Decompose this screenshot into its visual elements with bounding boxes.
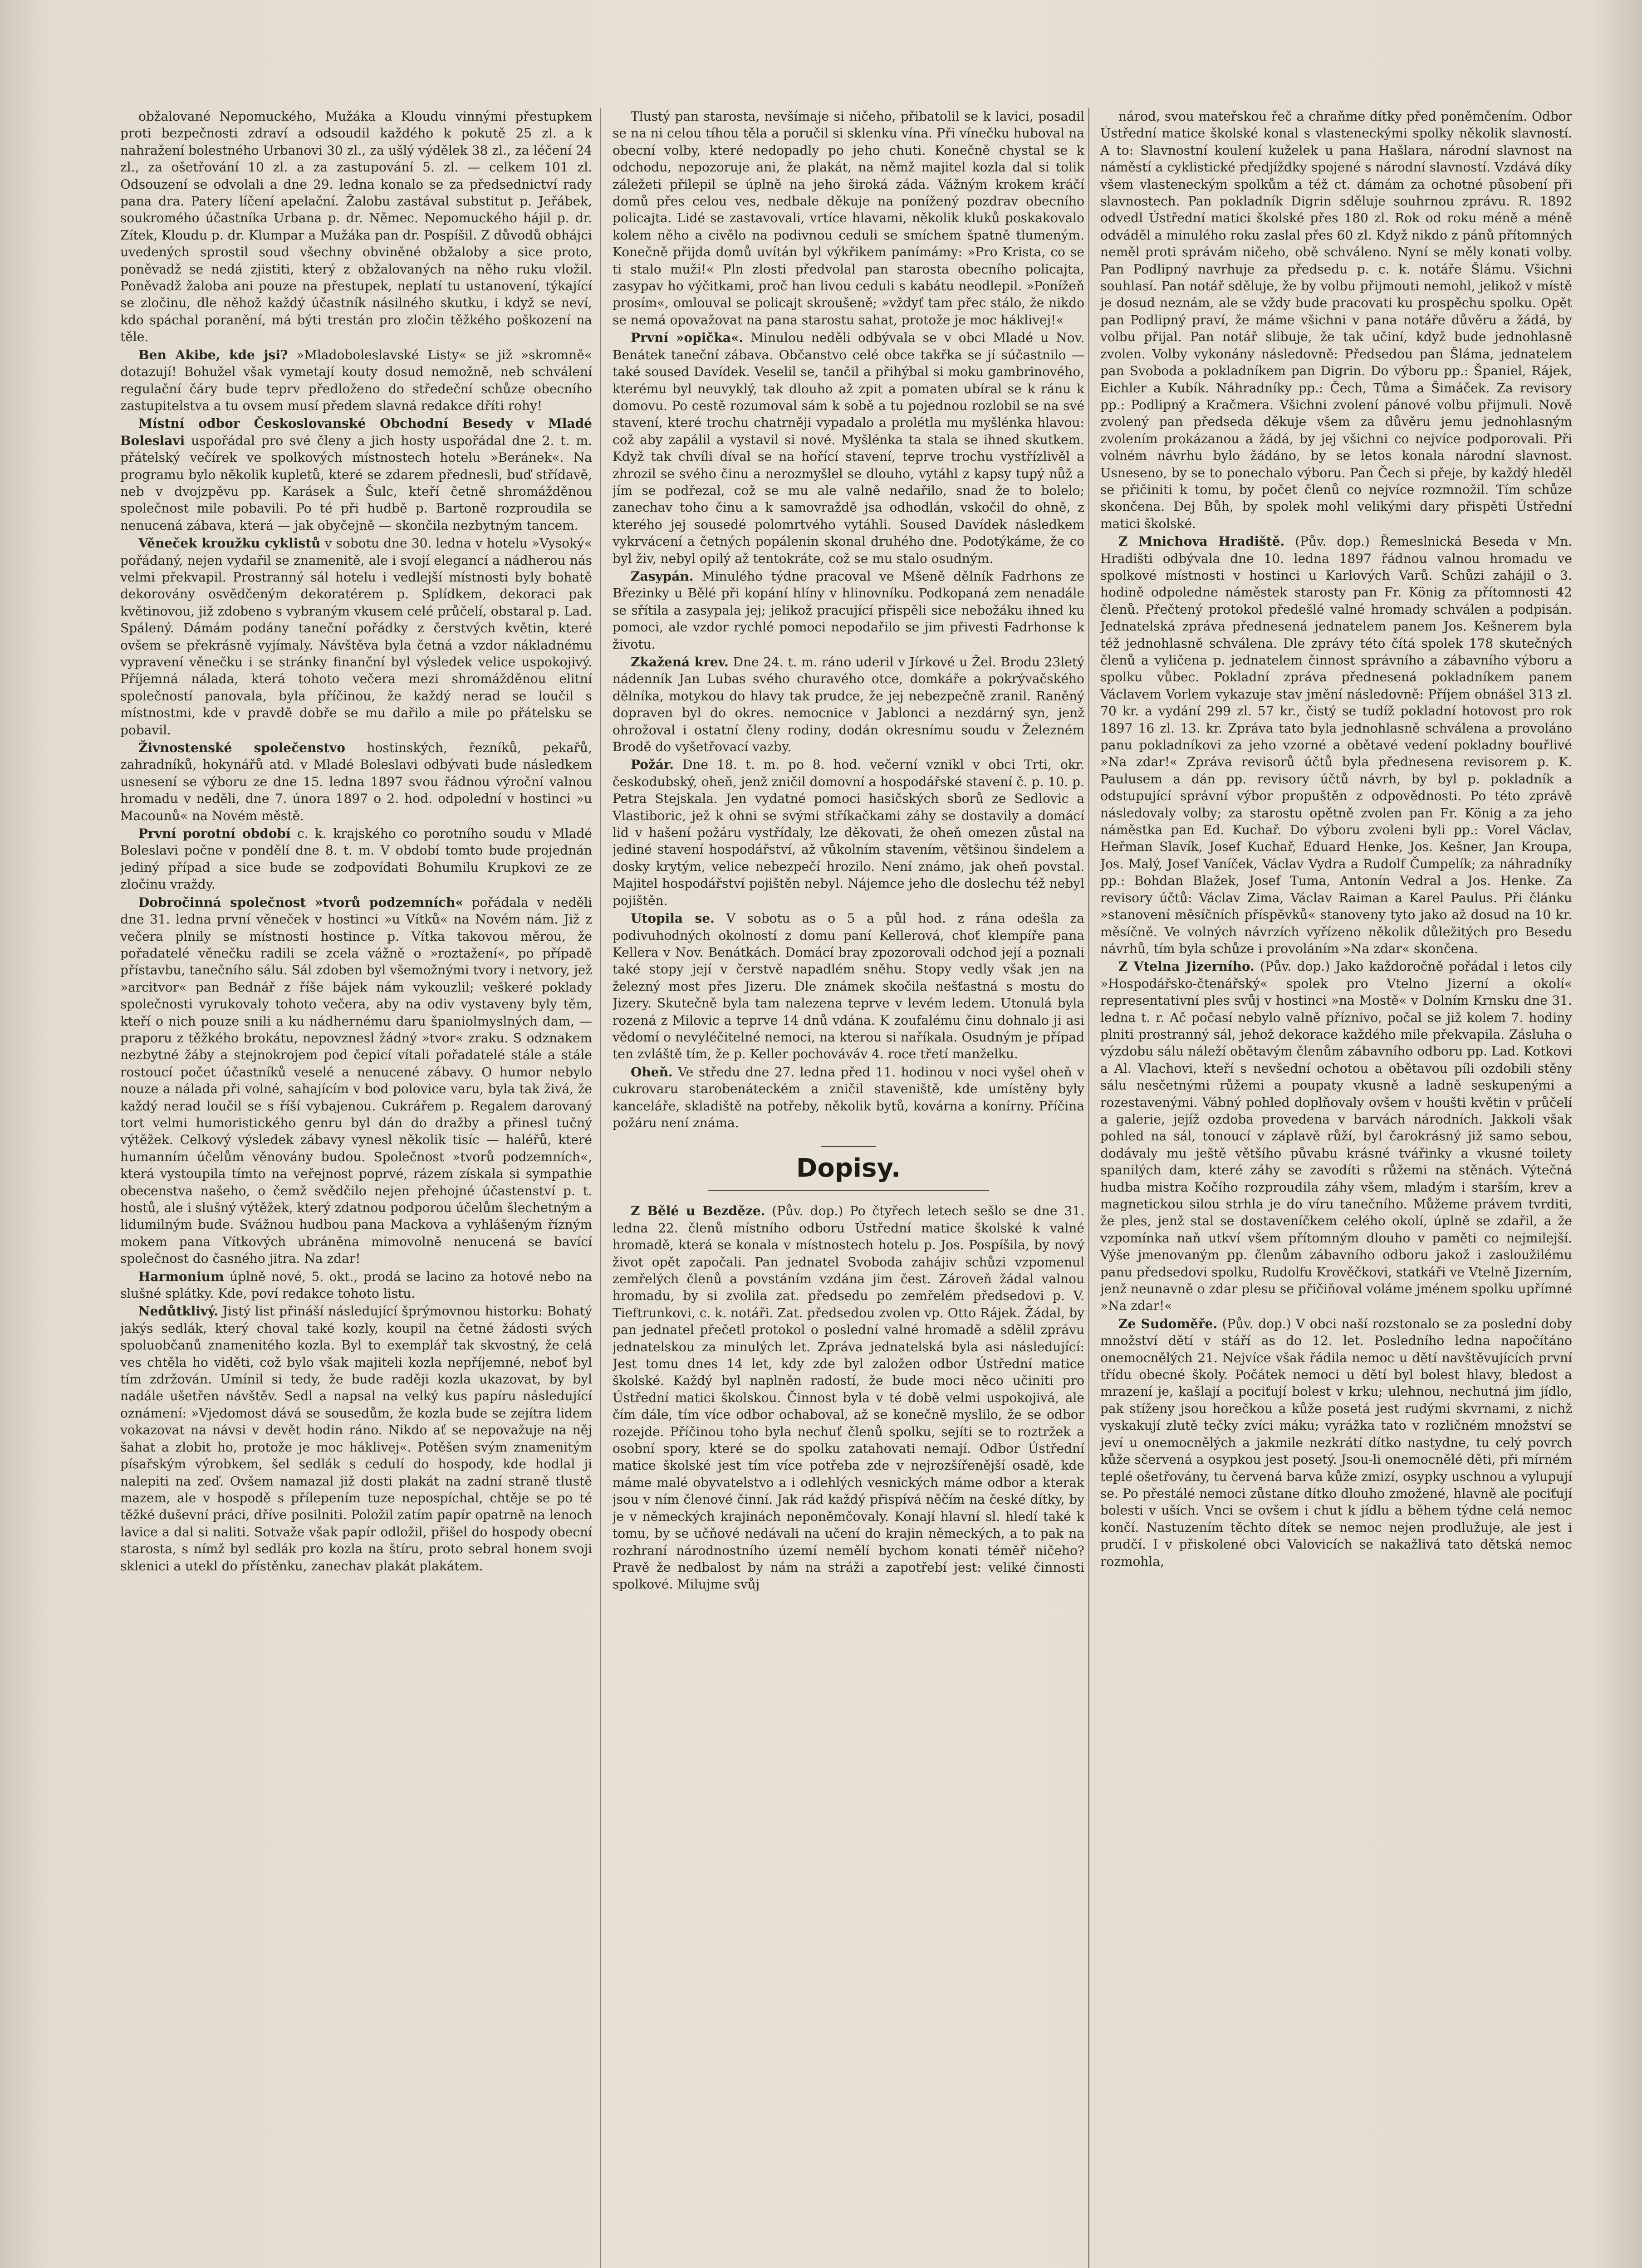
article-text: úplně nové, 5. okt., prodá se lacino za hotové nebo na slušné splátky. Kde, poví redakce tohoto listu. <box>120 1269 592 1301</box>
article-headline: První porotní období <box>138 826 291 841</box>
article-headline: Z Vtelna Jizerního. <box>1118 959 1255 974</box>
article-headline: Místní odbor Českoslovanské Obchodní Besedy v Mladé Boleslavi <box>120 416 592 448</box>
article-paragraph <box>613 1202 1084 1593</box>
article-paragraph <box>613 654 1084 755</box>
article-headline: Zasypán. <box>631 568 694 584</box>
article-text: (Pův. dop.) Jako každoročně pořádal i letos cily »Hospodářsko-čtenářský« spolek pro Vtelno Jizerní a okolí« representativní ples svůj v hostinci »na Mostě« v Dolním Krnsku dne 31. ledna t. r. Ač počasí nebylo valně příznivo, počal se již kolem 7. hodiny plniti prostranný sál, jehož dekorace každého mile překvapila. Zásluha o výzdobu sálu náleží obětavým členům zábavního odboru pp. Lad. Kotkovi a Al. Vlachovi, kteří s nevšední ochotou a obětavou píli ozdobili stěny sálu nesčetnými růžemi a poupaty vkusně a ladně seskupenými a rozestavenými. Vábný pohled doplňovaly ovšem v houšti květin v průčelí a galerie, jejíž ozdoba provedena v barvách národních. Jakkoli však pohled na sál, tonoucí v záplavě růží, byl čarokrásný již samo sebou, dodávaly mu ještě většího půvabu krásné tvářinky a vkusné toilety spanilých dam, které záhy se zavodíti s růžemi na stěnách. Výtečná hudba mistra Kočího rozproudila záhy všem, mladým i starším, krev a magnetickou silou strhla je do víru tanečního. Můžeme právem tvrditi, že ples, jenž stal se dostaveníčkem celého okolí, úplně se zdařil, a že vzpomínka naň utkví všem přítomným dlouho v paměti co nejmilejší. Výše jmenovaným pp. členům zábavního odboru jakož i zasloužilému panu předsedovi spolku, Rudolfu Krověčkovi, statkáři ve Vtelně Jizerním, jenž neunavně o zdar plesu se přičiňoval voláme jménem spolku upřímné »Na zdar!« <box>1100 959 1572 1314</box>
article-headline: Věneček kroužku cyklistů <box>138 536 321 551</box>
article-paragraph <box>120 739 592 824</box>
article-paragraph <box>613 756 1084 909</box>
article-paragraph <box>613 329 1084 567</box>
article-headline: Ben Akibe, kde jsi? <box>138 347 288 362</box>
article-text: v sobotu dne 30. ledna v hotelu »Vysoký« pořádaný, nejen vydařil se znamenitě, ale i svojí elegancí a nádherou nás velmi překvapil. Prostranný sál hotelu i vedlejší místnosti byly bohatě dekorovány osvědčeným dekoratérem p. Splídkem, dekoraci pak květinovou, již zdobeno s vybraným vkusem celé průčelí, obstaral p. Lad. Spálený. Dámám podány taneční pořádky z čerstvých květin, které ovšem se překrásně vyjímaly. Návštěva byla četná a vzdor nákladnému vypravení věnečku i se stránky finanční byl výsledek velice uspokojivý. Příjemná nálada, která tohoto večera mezi shromážděnou elitní společností panovala, byla příčinou, že každý nerad se loučil s místnostmi, kde v pravdě dobře se mu dařilo a mile po přátelsku se pobavil. <box>120 536 592 738</box>
article-paragraph <box>1100 108 1572 532</box>
article-paragraph <box>120 1303 592 1574</box>
article-headline: Utopila se. <box>631 911 715 926</box>
column-rule <box>600 108 601 2268</box>
article-text: hostinských, řezníků, pekařů, zahradníků, hokynářů atd. v Mladé Boleslavi odbývati bude následkem usnesení se výboru ze dne 15. ledna 1897 svou řádnou výroční valnou hromadu v neděli, dne 7. února 1897 o 2. hod. odpolední v hostinci »u Macounů« na Novém městě. <box>120 740 592 823</box>
article-text: obžalované Nepomuckého, Mužáka a Kloudu vinnými přestupkem proti bezpečnosti zdraví a odsoudil každého k pokutě 25 zl. a k nahražení bolestného Urbanovi 30 zl., za ušlý výdělek 38 zl., za léčení 24 zl., za ošetřování 10 zl. a za zastupování 5. zl. — celkem 101 zl. Odsouzení se odvolali a dne 29. ledna konalo se za předsednictví rady pana dra. Patery líčení apelační. Žalobu zastával substitut p. Jeřábek, soukromého účastníka Urbana p. dr. Němec. Nepomuckého hájil p. dr. Zítek, Kloudu p. dr. Klumpar a Mužáka pan dr. Pospíšil. Z důvodů obhájci uvedených sprostil soud všechny obviněné obžaloby a sice proto, poněvadž se nedá zjistiti, který z obžalovaných na něho ruku vložil. Poněvadž žaloba ani pouze na přestupek, neplatí tu ustanovení, týkající se zločinu, dle něhož každý účastník násilného skutku, i když se neví, kdo spáchal poranění, má býti trestán pro zločin těžkého poškození na těle. <box>120 109 592 345</box>
article-text: (Pův. dop.) V obci naší rozstonalo se za poslední doby množství dětí v stáří as do 12. let. Posledního ledna napočítáno onemocnělých 21. Nejvíce však řádila nemoc u dětí navštěvujících první třídu obecné školy. Počátek nemoci u dětí byl bolest hlavy, bledost a mrazení je, kašlají a pociťují bolest v krku; ulehnou, nechutná jim jídlo, pak stíženy jsou horečkou a kůže posetá jest rudými skvrnami, z nichž vyskakují zlutě tečky zvíci máku; vyrážka tato v rozličném množství se jeví u onemocnělých a jakmile nezkrátí dítko nastydne, tu celý povrch kůže sčervená a osypkou jest posetý. Jsou-li onemocnělé děti, při mírném teplé ošetřovány, tu červená barva kůže zmizí, osypky uschnou a vylupují se. Po přestálé nemoci zůstane dítko dlouho zmožené, hlavně ale pociťují bolesti v uších. Vnci se ovšem i chut k jídlu a během týdne celá nemoc končí. Nastuzením těchto dítek se nemoc nejen prodlužuje, ale jest i prudčí. I v přiskolené obci Valovicích se nakažlivá tato dětská nemoc rozmohla, <box>1100 1316 1572 1569</box>
article-headline: První »opička«. <box>631 330 744 346</box>
article-text: V sobotu as o 5 a půl hod. z rána odešla za podivuhodných okolností z domu paní Kellerová, choť klempíře pana Kellera v Nov. Benátkách. Domácí bray zpozorovali odchod její a poznali také stopy její v čerstvě napadlém sněhu. Stopy vedly však jen na železný most přes Jizeru. Dle známek skočila nešťastná s mostu do Jizery. Skutečně byla tam nalezena teprve v levém ledem. Utonulá byla rozená z Milovic a teprve 14 dnů vdána. K zoufalému činu dohnalo ji asi vědomí o nevyléčitelné nemoci, na kterou si naříkala. Osudným je případ ten zvláště tím, že p. Keller pochováváv 4. roce třetí manželku. <box>613 911 1084 1062</box>
article-text: Minulého týdne pracoval ve Mšeně dělník Fadrhons ze Březinky u Bělé při kopání hlíny v hlinovníku. Podkopaná zem nenadále se sřítila a zasypala jej; jelikož pracující přispěli sice nebožáku ihned ku pomoci, ale vzdor rychlé pomoci nepodařilo se jim přivesti Fadrhonse k životu. <box>613 568 1084 652</box>
article-text: Dne 18. t. m. po 8. hod. večerní vznikl v obci Trti, okr. českodubský, oheň, jenž zničil domovní a hospodářské stavení č. p. 10. p. Petra Stejskala. Jen vydatné pomoci hasičských sborů ze Sedlovic a Vlastiboric, jež k ohni se svými stříkačkami záhy se dostavily a domácí lid v hašení požáru vystřídaly, lze děkovati, že oheň omezen zůstal na jediné stavení hospodářství, až vůkolním stavením, většinou šindelem a dosky krytým, velice nebezpečí hrozilo. Není známo, jak oheň povstal. Majitel hospodářství pojištěn nebyl. Nájemce jeho dle doslechu též nebyl pojištěn. <box>613 757 1084 908</box>
article-paragraph <box>613 568 1084 653</box>
divider <box>821 1146 876 1147</box>
article-headline: Z Bělé u Bezděze. <box>631 1203 765 1219</box>
right-column <box>1100 108 1572 2268</box>
article-headline: Nedůtklivý. <box>138 1304 219 1319</box>
article-paragraph <box>120 825 592 893</box>
article-paragraph <box>120 347 592 415</box>
article-paragraph <box>613 1064 1084 1132</box>
article-paragraph <box>120 108 592 346</box>
section-title: Dopisy. <box>796 1154 901 1183</box>
article-headline: Ze Sudoměře. <box>1118 1316 1218 1331</box>
article-paragraph <box>120 894 592 1267</box>
article-text: (Pův. dop.) Řemeslnická Beseda v Mn. Hradišti odbývala dne 10. ledna 1897 řádnou valnou hromadu ve spolkové místnosti v hostinci u Karlových Varů. Schůzi zahájil o 3. hodině odpoledne náměstek starosty pan Fr. König za přítomnosti 42 členů. Přečtený protokol předešlé valné hromady schválen a podpisán. Jednatelská zpráva přednesená jednatelem panem Jos. Kešnerem byla též jednohlasně schválena. Dle zprávy této čítá spolek 178 skutečných členů a vyličena p. jednatelem činnost správního a zábavního výboru a spolku vůbec. Pokladní zpráva přednesená pokladníkem panem Václavem Vorlem vykazuje stav jmění následovně: Příjem obnášel 313 zl. 70 kr. a vydání 299 zl. 57 kr., čistý se tudíž pokladní hotovost pro rok 1897 16 zl. 13. kr. Zpráva tato byla jednohlasně schválena a provoláno panu pokladníkovi za jeho vzorné a obětavé vedení pokladny bouřlivé »Na zdar!« Zpráva revisorů účtů byla přednesena revisorem p. K. Paulusem a dán pp. revisory účtů návrh, by byl p. pokladník a odstupující správní výbor propuštěn z odpovědnosti. Po této zprávě následovaly volby; za starostu opětně zvolen pan Fr. König a za jeho náměstka pan Ed. Kuchař. Do výboru zvoleni byli pp.: Vorel Václav, Heřman Slavík, Josef Kuchař, Eduard Henke, Jos. Kešner, Jan Kroupa, Jos. Malý, Josef Vaníček, Václav Vydra a Rudolf Čumpelík; za náhradníky pp.: Bohdan Blažek, Josef Tuma, Antonín Vedral a Jos. Henke. Za revisory účtů: Václav Zima, Václav Raiman a Karel Paulus. Při článku »stanovení měsíčních příspěvků« stanoveny tyto jako až dosud na 10 kr. měsíčně. Ve volných návrzích vyřízeno několik důležitých pro Besedu návrhů, tím byla schůze i provoláním »Na zdar« skončena. <box>1100 534 1572 956</box>
article-text: Dne 24. t. m. ráno uderil v Jírkové u Žel. Brodu 23letý nádenník Jan Lubas svého churavého otce, domkáře a pokrývačského dělníka, motykou do hlavy tak prudce, že jej nebezpečně zranil. Raněný dopraven byl do okres. nemocnice v Jablonci a nezdárný syn, jenž ohrožoval i ostatní členy rodiny, dodán okresnímu soudu v Železném Brodě do vyšetřovací vazby. <box>613 655 1084 755</box>
left-column <box>120 108 592 2268</box>
article-headline: Dobročinná společnost »tvorů podzemních« <box>138 894 463 910</box>
article-headline: Z Mnichova Hradiště. <box>1118 534 1285 549</box>
article-paragraph <box>120 535 592 738</box>
article-text: národ, svou mateřskou řeč a chraňme dítky před poněmčením. Odbor Ústřední matice školské konal s vlasteneckými spolky několik slavností. A to: Slavnostní koulení kuželek u pana Hašlara, národní slavnost na náměstí a cyklistické předjíždky spojené s národní slavností. Vzdává díky všem vlasteneckým spolkům a též ct. dámám za ochotné působení při slavnostech. Pan pokladník Digrin sděluje souhrnou zprávu. R. 1892 odvedl Ústřední matici školské přes 180 zl. Rok od roku méně a méně odváděl a minulého roku zaslal přes 60 zl. Když nikdo z pánů přítomných neměl proti správám ničeho, obě schváleno. Nyní se měly konati volby. Pan Podlipný navrhuje za předsedu p. c. k. notáře Šlámu. Všichni souhlasí. Pan notář sděluje, že by volbu přijmouti nemohl, jelikož v místě je dosud neznám, ale se vždy bude pracovati ku prospěchu spolku. Opět pan Podlipný praví, že máme všichni v pana notáře důvěru a žádá, by volbu přijal. Pan notář slibuje, že tak učiní, když bude jednohlasně zvolen. Volby vykonány následovně: Předsedou pan Šláma, jednatelem pan Svoboda a pokladníkem pan Digrin. Do výboru pp.: Španiel, Rájek, Eichler a Kubík. Náhradníky pp.: Čech, Tůma a Šimáček. Za revisory pp.: Podlipný a Kračmera. Všichni zvolení pánové volbu přijmuli. Nově zvolený pan předseda děkuje všem za důvěru jemu jednohlasným zvolením prokázanou a žádá, by jej všichni co nejvíce podporovali. Při volném návrhu bylo žádáno, by se letos konala národní slavnost. Usneseno, by se to ponechalo výboru. Pan Čech si přeje, by každý hleděl se přičiniti k tomu, by počet členů co nejvíce rozmnožil. Tím schůze skončena. Dej Bůh, by spolek mohl velikými dary přispěti Ústřední matici školské. <box>1100 109 1572 531</box>
article-headline: Harmonium <box>138 1269 224 1284</box>
article-text: (Pův. dop.) Po čtyřech letech sešlo se dne 31. ledna 22. členů místního odboru Ústřední matice školské k valné hromadě, která se konala v místnostech hotelu p. Jos. Pospíšila, by nový život opět započali. Pan jednatel Svoboda zahájiv schůzi vzpomenul zemřelých členů a povstáním vzdána jim čest. Zároveň žádal valnou hromadu, by si zvolila zat. předsedu po zemřelém předsedovi p. V. Tieftrunkovi, c. k. notáři. Zat. předsedou zvolen vp. Otto Rájek. Žádal, by pan jednatel přečetl protokol o poslední valné hromadě a sdělil zprávu jednatelskou za minulých let. Zpráva jednatelská byla asi následující: Jest tomu dnes 14 let, kdy zde byl založen odbor Ústřední matice školské. Každý byl naplněn radostí, že bude moci něco učiniti pro Ústřední matici školskou. Činnost byla v té době velmi uspokojivá, ale čím dále, tím více odbor ochaboval, až se konečně myslilo, že se odbor rozejde. Příčinou toho byla nechuť členů spolku, sejíti se to roztržek a osobní spory, které se do spolku zatahovati nemají. Odbor Ústřední matice školské jest tím více potřeba zde v nejrozšířenější osadě, kde máme malé obyvatelstvo a i odlehlých vesnických máme odbor a kterak jsou v ním členové činní. Jak rád každý přispívá něčím na české dítky, by je v německých krajinách neponěmčovaly. Konají hlavní sl. hledí také k tomu, by se učňové nedávali na učení do krajin německých, a to pak na rozhraní národnostního území nemělí bychom konati téměř ničeho? Pravě že nedbalost by nám na stráži a zapotřebí jest: veliké činnosti spolkové. Milujme svůj <box>613 1203 1084 1592</box>
article-paragraph <box>120 1268 592 1302</box>
article-paragraph <box>1100 958 1572 1315</box>
article-paragraph <box>613 910 1084 1063</box>
article-text: pořádala v neděli dne 31. ledna první věneček v hostinci »u Vítků« na Novém nám. Již z večera plnily se místnosti hostince p. Vítka takovou měrou, že pořadatelé věnečku radili se zcela vážně o »roztažení«, po případě přístavbu, tanečního sálu. Sál zdoben byl všemožnými tvory i netvory, jež »arcitvor« pan Bednář z říše bájek nám vykouzlil; veškeré poklady společnosti vyrukovaly tohoto večera, aby na odiv vystaveny byly těm, kteří o nich pouze snili a ku nádhernému daru španiolmyslných dam, — praporu z těžkého brokátu, nepovznesl žádný »tvor« zraku. S odznakem nezbytné žáby a stejnokrojem pod čepicí vítali pořadatelé stále a stále rostoucí počet účastníků veselé a nenucené zábavy. O humor nebylo nouze a nálada při volné, sahajícím v bod polovice varu, byla tak živá, že každý nerad loučil se s říší vybajenou. Cukrářem p. Regalem darovaný tort velmi humoristického genru byl dán do dražby a přinesl tučný výtěžek. Celkový výsledek zábavy vynesl několik tisíc — haléřů, které humanním účelům věnovány budou. Společnost »tvorů podzemních«, která vystoupila tímto na veřejnost poprvé, rázem získala si sympathie obecenstva našeho, o čemž svědčilo nejen přehojné účastenství p. t. hostů, ale i slušný výtěžek, který zdatnou podporou účelům šlechetným a lidumilným bude. Svážnou hudbou pana Mackova a vyhlášeným řízným mokem pana Vítkových ubráněna mimovolně nenucená se bavící společnost do časného jitra. Na zdar! <box>120 894 592 1266</box>
article-paragraph <box>1100 1315 1572 1570</box>
column-rule <box>1088 108 1089 2268</box>
article-headline: Oheň. <box>631 1064 673 1080</box>
article-text: Ve středu dne 27. ledna před 11. hodinou v noci vyšel oheň v cukrovaru starobenáteckém a zničil staveniště, kde umístěny byly kanceláře, skladiště na potřeby, několik bytů, kovárna a konírny. Příčina požáru není známa. <box>613 1064 1084 1130</box>
divider <box>708 1190 989 1191</box>
article-text: c. k. krajského co porotního soudu v Mladé Boleslavi počne v pondělí dne 8. t. m. V období tomto bude projednán jediný případ a sice bude se zodpovídati Bohumilu Krupkovi ze ze zločinu vraždy. <box>120 826 592 892</box>
middle-column <box>613 108 1084 2268</box>
article-paragraph <box>1100 533 1572 957</box>
article-text: »Mladoboleslavské Listy« se již »skromně« dotazují! Bohužel však vymetají kouty dosud nemožně, neb schválení regulační čáry bude teprv předloženo do středeční schůze obecního zastupitelstva a tu ovsem musí předem slavná redakce dříti rohy! <box>120 347 592 413</box>
article-headline: Zkažená krev. <box>631 655 729 670</box>
article-paragraph <box>120 415 592 534</box>
article-text: Minulou neděli odbývala se v obci Mladé u Nov. Benátek taneční zábava. Občanstvo celé obce takřka se jí súčastnilo — také soused Davídek. Veselil se, tančil a přihýbal si moku gambrinového, kterému byl neuvyklý, tak dlouho až zpit a pomaten ubíral se k ránu k domovu. Po cestě rozumoval sám k sobě a tu pojednou rozlobil se na své stavení, které trochu chatrněji vypadalo a prolétla mu myšlénka hlavou: což aby zapálil a vystavil si nové. Myšlénka ta stala se ihned skutkem. Když tak chvíli díval se na hořící stavení, teprve trochu vystřízlivěl a zhrozil se svého činu a nerozmyšlel se dlouho, vytáhl z kapsy tupý nůž a jím se podřezal, což se mu ale valně nedařilo, snad že to bolelo; zanechav toho činu a k samovraždě jsa odhodlán, vskočil do ohně, z kterého jej sousedé polomrtvého vytáhli. Soused Davídek následkem vykrvácení a četných popálenin skonal druhého dne. Podotýkáme, že co byl živ, nebyl opilý až tentokráte, což se mu stalo osudným. <box>613 330 1084 566</box>
article-text: Jistý list přináší následující šprýmovnou historku: Bohatý jakýs sedlák, který choval také kozly, koupil na četné žádosti svých spoluobčanů znamenitého kozla. Byl to exemplář tak skvostný, že celá ves chtěla ho viděti, což bylo však majiteli kozla nepříjemné, neboť byl tím zdržován. Umínil si tedy, že bude raději kozla ukazovat, by byl nadále ušetřen návštěv. Sedl a napsal na velký kus papíru následující oznámení: »Vjedomost dává se sousedům, že kozla bude se zejítra lidem vokazovat na návsi v devět hodin ráno. Nikdo ať se nepovažuje na něj šahat a zlobit ho, protože je moc háklivej«. Potěšen svým znamenitým písařským výrobkem, šel sedlák s cedulí do hospody, kde hodlal ji nalepiti na zeď. Ovšem namazal již dosti plakát na zadní straně tlustě mazem, ale v hospodě s přílepením tuze nepospíchal, chtěje se po té těžké duševní práci, dříve posilniti. Položil zatím papír opatrně na lenoch lavice a dal si naliti. Sotvaže však papír odložil, přišel do hospody obecní starosta, s nímž byl sedlák pro kozla na štíru, proto sebral honem svoji sklenici a utekl do přístěnku, zanechav plakát plakátem. <box>120 1304 592 1574</box>
article-headline: Živnostenské společenstvo <box>138 740 345 756</box>
article-text: Tlustý pan starosta, nevšímaje si ničeho, přibatolil se k lavici, posadil se na ni celou tíhou těla a poručil si sklenku vína. Při vínečku huboval na obecní volby, které nedopadly po jeho chuti. Konečně chystal se k odchodu, nepozoruje ani, že plakát, na němž majitel kozla dal si tolik záležeti přilepil se úplně na jeho široká záda. Vážným krokem kráčí domů přes celou ves, nedbale děkuje na ponížený pozdrav obecního policajta. Lidé se zastavovali, vrtíce hlavami, několik kluků poskakovalo kolem něho a civělo na podivnou ceduli se smíchem špatně tlumeným. Konečně přijda domů uvítán byl výkřikem panímámy: »Pro Krista, co se ti stalo muži!« Pln zlosti předvolal pan starosta obecního policajta, zasypav ho výčitkami, proč han livou ceduli s kabátu neodlepil. »Ponížeň prosím«, omlouval se policajt skroušeně; »vždyť tam přec stálo, že nikdo se nemá opovažovat na pana starostu sahat, protože je moc háklivej!« <box>613 109 1084 327</box>
section-heading <box>613 1146 1084 1191</box>
article-headline: Požár. <box>631 757 674 772</box>
article-paragraph <box>613 108 1084 328</box>
article-text: uspořádal pro své členy a jich hosty uspořádal dne 2. t. m. přátelský večírek ve spolkových místnostech hotelu »Beránek«. Na programu bylo několik kupletů, které se zdarem přednesli, buď střídavě, neb v dvojzpěvu pp. Karásek a Šulc, kteří četně shromážděnou společnost mile pobavili. Po té při hudbě p. Bartoně rozproudila se nenucená zábava, která — jak obyčejně — skončila nezbytným tancem. <box>120 433 592 533</box>
